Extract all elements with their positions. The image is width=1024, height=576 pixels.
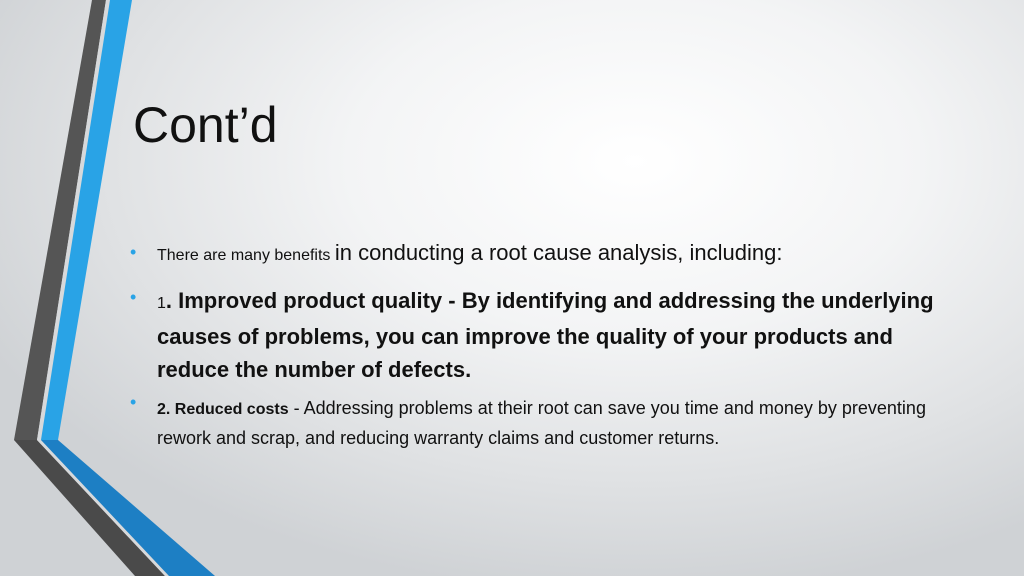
bullet-text: [157, 394, 965, 452]
dark-gray-lower-stripe: [14, 440, 165, 576]
bullet-dot-icon: •: [130, 242, 137, 262]
slide-title: Cont’d: [133, 97, 278, 153]
light-gray-lower-stripe: [37, 440, 169, 576]
bullet-dot-icon: •: [130, 287, 137, 307]
bullet-small-text: There are many benefits: [157, 247, 335, 264]
bullet-dot-icon: •: [130, 392, 137, 412]
bullet-body: . Improved product quality - By identifying and addressing the underlying causes of problems, you can improve the quality of your products and reduce the number of defects.: [157, 288, 934, 382]
bullet-item-reduced-costs: [130, 394, 965, 452]
bullet-item-product-quality: [130, 284, 965, 394]
bullet-text: [157, 236, 965, 273]
bullet-item-benefits: [130, 236, 965, 284]
bullet-number: 1: [157, 295, 166, 312]
bullet-text: [157, 284, 965, 386]
bullet-list: [130, 236, 965, 452]
bullet-body: - Addressing problems at their root can save you time and money by preventing rework and scrap, and reducing warranty claims and customer returns.: [157, 398, 926, 448]
light-gray-stripe: [37, 0, 110, 440]
bullet-large-text: in conducting a root cause analysis, including:: [334, 240, 783, 265]
bullet-lead: 2. Reduced costs: [157, 401, 289, 418]
